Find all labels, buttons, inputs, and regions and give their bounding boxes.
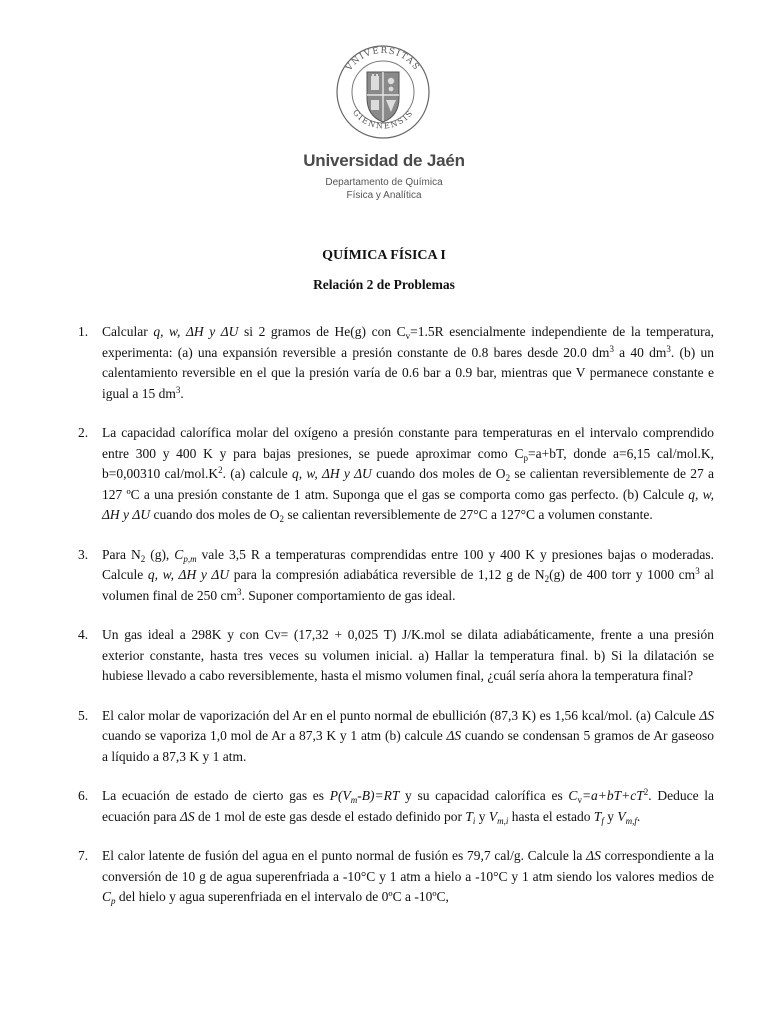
document-title: QUÍMICA FÍSICA I bbox=[322, 248, 446, 263]
problem-text: Para $N_2$ (g), $C_{p,m}$ vale 3,5 R a temperaturas comprendidas entre 100 y 400 K y presiones bajas o moderadas. Calcule q, w, ΔH y ΔU para la compresión adiabática reversible de 1,12 g de $N_2(g)$ de 400 torr y 1000 $cm^3$ al volumen final de 250 $cm^3$. Suponer comportamiento de gas ideal. bbox=[102, 546, 715, 603]
problem-text: Calcular q, w, ΔH y ΔU si 2 gramos de He(g) con $C_v=1.5R$ esencialmente independiente de la temperatura, experimenta: (a) una expansión reversible a presión constante de 0.8 bares desde 20.0 $dm^3$ a 40 $dm^3$. (b) un calentamiento reversible en el que la presión varía de 0.6 bar a 0.9 bar, mientras que V permanece constante e igual a 15 $dm^3$. bbox=[102, 324, 715, 401]
department-line-1: Departamento de Química bbox=[325, 177, 443, 188]
problem-number: 6. bbox=[78, 788, 89, 803]
problem-text: Un gas ideal a 298K y con Cv= (17,32 + 0,025 T) J/K.mol se dilata adiabáticamente, frente a una presión exterior constante, hasta tres veces su volumen inicial. a) Hallar la temperatura final. b) Si la dilatación se hubiese llevado a cabo reversiblemente, hasta el mismo volumen final, ¿cuál sería ahora la temperatura final? bbox=[102, 627, 714, 683]
university-seal-logo bbox=[335, 40, 431, 144]
university-name: Universidad de Jaén bbox=[303, 151, 465, 170]
problem-7 bbox=[78, 846, 714, 908]
problem-6 bbox=[78, 786, 714, 827]
problem-number: 1. bbox=[78, 324, 89, 339]
problem-number: 7. bbox=[78, 848, 89, 863]
problem-list bbox=[78, 322, 714, 927]
department-line-2: Física y Analítica bbox=[346, 190, 422, 201]
svg-text:GIENNENSIS: GIENNENSIS bbox=[350, 108, 416, 131]
problem-2 bbox=[78, 423, 714, 526]
department-name bbox=[0, 176, 768, 202]
problem-number: 2. bbox=[78, 425, 89, 440]
problem-text: La capacidad calorífica molar del oxígeno a presión constante para temperaturas en el intervalo comprendido entre 300 y 400 K y para bajas presiones, se puede aproximar como $C_p=a+bT$, donde a=6,15 cal/mol.K, b=0,00310 cal/$mol.K^2$. (a) calcule q, w, ΔH y ΔU cuando dos moles de $O_2$ se calientan reversiblemente de 27 a 127 ºC a una presión constante de 1 atm. Suponga que el gas se comporta como gas perfecto. (b) Calcule q, w, ΔH y ΔU cuando dos moles de $O_2$ se calientan reversiblemente de 27°C a 127°C a volumen constante. bbox=[102, 425, 715, 524]
problem-5 bbox=[78, 706, 714, 768]
problem-text: El calor molar de vaporización del Ar en el punto normal de ebullición (87,3 K) es 1,56 kcal/mol. (a) Calcule ΔS cuando se vaporiza 1,0 mol de Ar a 87,3 K y 1 atm (b) calcule ΔS cuando se condensan 5 gramos de Ar gaseoso a líquido a 87,3 K y 1 atm. bbox=[102, 707, 715, 764]
problem-3 bbox=[78, 545, 714, 607]
problem-number: 3. bbox=[78, 546, 89, 562]
svg-text:VNIVERSITAS: VNIVERSITAS bbox=[344, 45, 422, 73]
problem-text: La ecuación de estado de cierto gas es $P(V_m-B)=RT$ y su capacidad calorífica es $C_v=a+bT+cT^2$. Deduce la ecuación para ΔS de 1 mol de este gas desde el estado definido por $T_i$ y $V_{m,i}$ hasta el estado $T_f$ y $V_{m,f}$. bbox=[102, 787, 715, 826]
document-subtitle: Relación 2 de Problemas bbox=[313, 277, 455, 292]
problem-number: 4. bbox=[78, 627, 89, 642]
problem-number: 5. bbox=[78, 707, 89, 723]
problem-1 bbox=[78, 322, 714, 404]
problem-text: El calor latente de fusión del agua en el punto normal de fusión es 79,7 cal/g. Calcule la ΔS correspondiente a la conversión de 10 g de agua superenfriada a -10°C y 1 atm a hielo a -10°C y 1 atm siendo los valores medios de $C_p$ del hielo y agua superenfriada en el intervalo de 0ºC a -10ºC, bbox=[102, 848, 714, 906]
problem-4 bbox=[78, 625, 714, 687]
